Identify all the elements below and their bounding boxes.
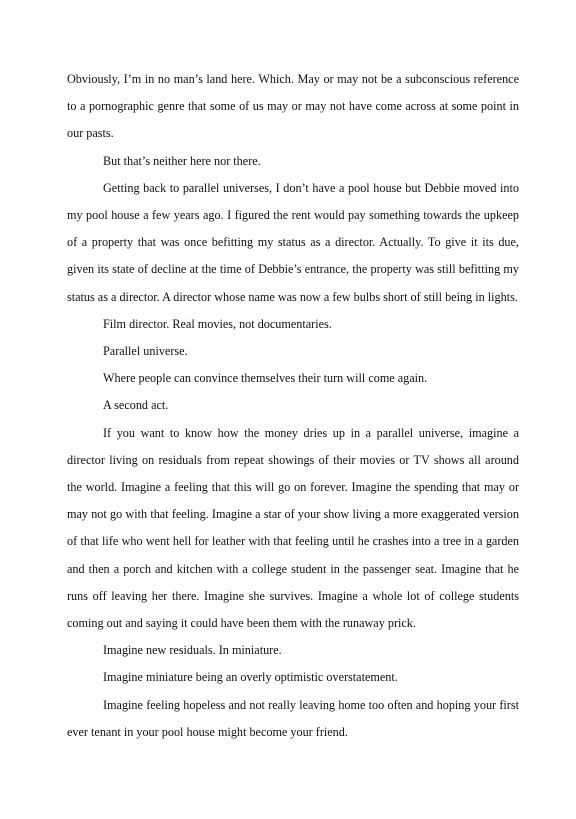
paragraph: A second act. xyxy=(103,398,169,413)
paragraph: Obviously, I’m in no man’s land here. Which. May or may not be a subconscious reference to a pornographic genre that some of us may or may not have come across at some point in our pasts. xyxy=(67,72,519,141)
paragraph: Where people can convince themselves their turn will come again. xyxy=(103,371,428,386)
paragraph: If you want to know how the money dries up in a parallel universe, imagine a director living on residuals from repeat showings of their movies or TV shows all around the world. Imagine a feeling that this will go on forever. Imagine the spending that may or may not go with that feeling. Imagine a star of your show living a more exaggerated version of that life who went hell for leather with that feeling until he crashes into a tree in a garden and then a porch and kitchen with a college student in the passenger seat. Imagine that he runs off leaving her there. Imagine she survives. Imagine a whole lot of college students coming out and saying it could have been them with the runaway prick. xyxy=(67,425,519,631)
paragraph: Film director. Real movies, not documentaries. xyxy=(103,316,332,331)
paragraph: Imagine feeling hopeless and not really leaving home too often and hoping your first ever tenant in your pool house might become your friend. xyxy=(67,697,519,739)
paragraph: Imagine new residuals. In miniature. xyxy=(103,643,282,658)
body-text xyxy=(67,66,519,746)
paragraph: Parallel universe. xyxy=(103,344,188,359)
paragraph: But that’s neither here nor there. xyxy=(103,153,261,168)
paragraph: Getting back to parallel universes, I don’t have a pool house but Debbie moved into my pool house a few years ago. I figured the rent would pay something towards the upkeep of a property that was once befitting my status as a director. Actually. To give it its due, given its state of decline at the time of Debbie’s entrance, the property was still befitting my status as a director. A director whose name was now a few bulbs short of still being in lights. xyxy=(67,180,519,304)
paragraph: Imagine miniature being an overly optimistic overstatement. xyxy=(103,670,398,685)
